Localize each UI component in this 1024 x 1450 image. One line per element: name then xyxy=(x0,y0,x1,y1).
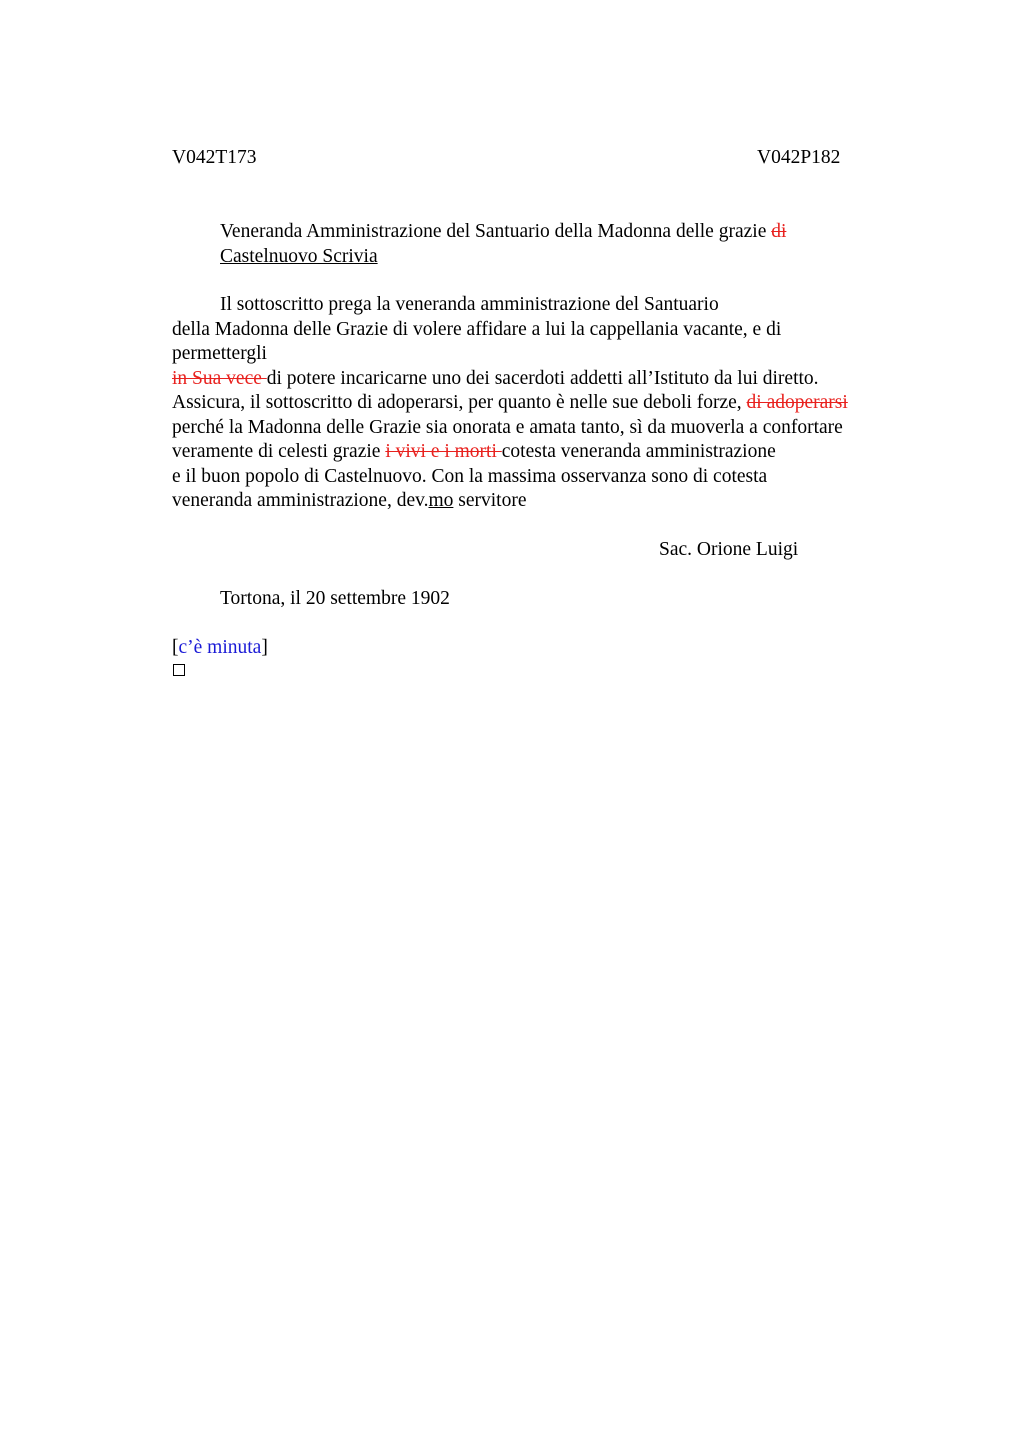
body-line-4 xyxy=(172,367,819,391)
body-line-9 xyxy=(172,489,527,513)
underlined-abbreviation: mo xyxy=(428,490,454,511)
deleted-text: i vivi e i morti xyxy=(385,441,502,462)
body-text: di potere incaricarne uno dei sacerdoti addetti all’Istituto da lui diretto. xyxy=(266,368,819,389)
address-text: Veneranda Amministrazione del Santuario della Madonna delle grazie xyxy=(220,221,772,242)
signature: Sac. Orione Luigi xyxy=(659,539,799,560)
address-line-2 xyxy=(220,245,378,269)
body-text: cotesta veneranda amministrazione xyxy=(501,441,776,462)
underlined-place-name: Castelnuovo Scrivia xyxy=(220,246,378,267)
body-line-7 xyxy=(172,440,776,464)
body-line-3: permettergli xyxy=(172,343,267,364)
body-line-2: della Madonna delle Grazie di volere affidare a lui la cappellania vacante, e di xyxy=(172,319,782,340)
deleted-text: di xyxy=(771,221,787,242)
place-and-date: Tortona, il 20 settembre 1902 xyxy=(220,588,450,609)
note-open-bracket: [ xyxy=(172,637,179,658)
checkbox-square-icon xyxy=(173,664,185,676)
document-code-left: V042T173 xyxy=(172,147,257,168)
body-line-5 xyxy=(172,391,848,415)
body-line-6: perché la Madonna delle Grazie sia onorata e amata tanto, sì da muoverla a confortare xyxy=(172,417,843,438)
body-text: servitore xyxy=(453,490,527,511)
note-text: c’è minuta xyxy=(178,637,262,658)
deleted-text: di adoperarsi xyxy=(746,392,848,413)
document-code-right: V042P182 xyxy=(757,147,841,168)
note-close-bracket: ] xyxy=(261,637,268,658)
editorial-note xyxy=(172,636,268,660)
deleted-text: in Sua vece xyxy=(172,368,267,389)
body-text: veramente di celesti grazie xyxy=(172,441,386,462)
body-text: Assicura, il sottoscritto di adoperarsi, per quanto è nelle sue deboli forze, xyxy=(172,392,747,413)
body-text: veneranda amministrazione, dev. xyxy=(172,490,429,511)
body-line-8: e il buon popolo di Castelnuovo. Con la massima osservanza sono di cotesta xyxy=(172,466,768,487)
body-line-1: Il sottoscritto prega la veneranda amministrazione del Santuario xyxy=(220,294,719,315)
address-line-1 xyxy=(220,220,786,244)
